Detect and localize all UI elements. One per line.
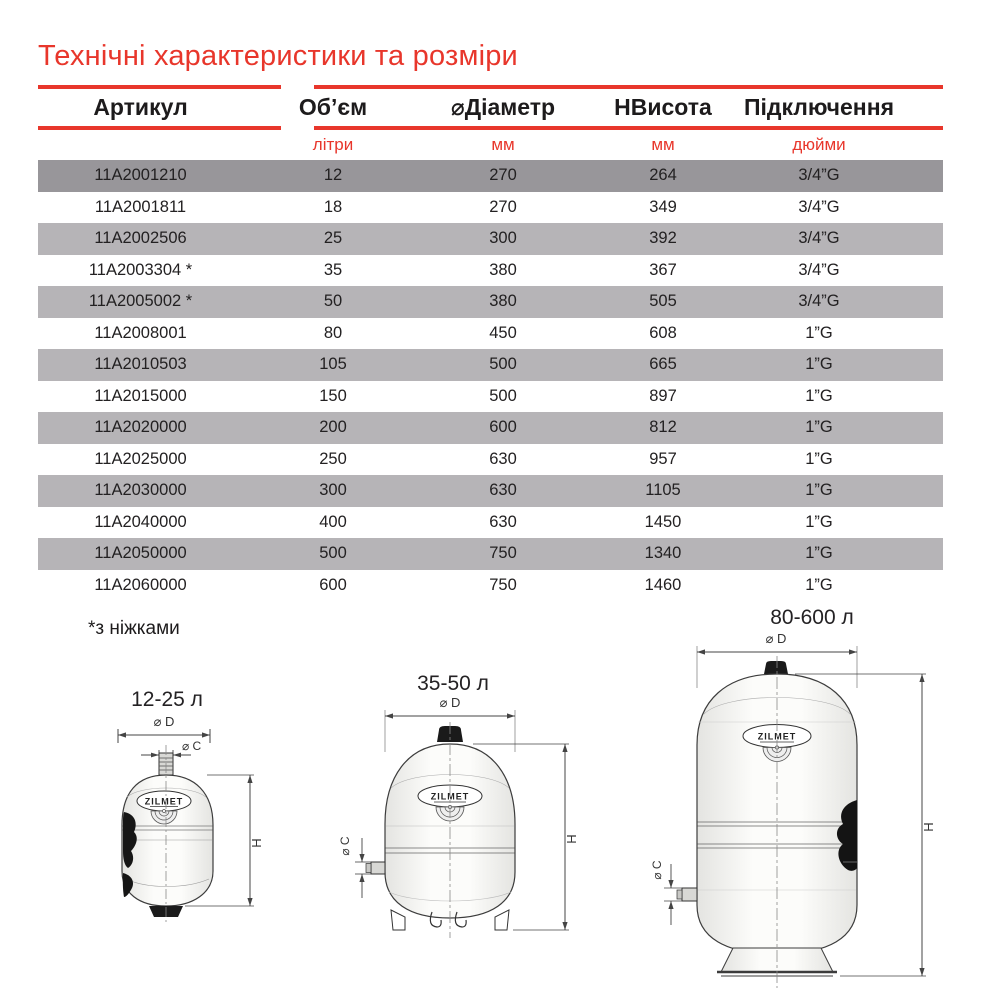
- cell-diameter: 630: [489, 449, 517, 468]
- cell-article: 11A2020000: [94, 418, 187, 437]
- cell-connection: 1”G: [805, 386, 833, 405]
- cell-diameter: 630: [489, 512, 517, 531]
- cell-volume: 35: [323, 260, 343, 279]
- cell-article: 11A2015000: [94, 386, 187, 405]
- cell-article: 11A2040000: [94, 512, 187, 531]
- side-fitting: [366, 862, 385, 874]
- tank-diagram-small: [85, 713, 270, 948]
- unit-label-mm-diameter: мм: [491, 135, 515, 154]
- cell-diameter: 380: [489, 260, 517, 279]
- cell-article: 11A2003304 *: [88, 260, 193, 279]
- cell-connection: 3/4”G: [798, 260, 840, 279]
- cell-volume: 150: [319, 386, 347, 405]
- table-row: [38, 349, 943, 381]
- table-body: [38, 160, 943, 601]
- cell-connection: 1”G: [805, 512, 833, 531]
- cell-volume: 25: [323, 229, 343, 248]
- cell-height: 665: [649, 355, 677, 374]
- header-rule-bottom-right: [314, 126, 943, 130]
- table-row: [38, 412, 943, 444]
- cell-article: 11A2008001: [94, 323, 187, 342]
- cell-article: 11A2050000: [94, 544, 187, 563]
- column-header-height: НВисота: [614, 93, 712, 120]
- cell-connection: 1”G: [805, 449, 833, 468]
- cell-article: 11A2010503: [94, 355, 187, 374]
- column-header-volume: Об’єм: [298, 93, 368, 120]
- cell-volume: 18: [323, 197, 343, 216]
- cell-volume: 250: [319, 449, 347, 468]
- svg-text:ZILMET: ZILMET: [144, 796, 184, 807]
- cell-connection: 1”G: [805, 544, 833, 563]
- svg-text:⌀ C: ⌀ C: [650, 860, 664, 880]
- cell-volume: 50: [323, 292, 343, 311]
- cell-height: 264: [649, 166, 677, 185]
- svg-text:H: H: [564, 834, 579, 844]
- svg-text:ZILMET: ZILMET: [430, 791, 470, 802]
- cell-diameter: 750: [489, 575, 517, 594]
- cell-height: 1460: [644, 575, 682, 594]
- cell-height: 1450: [644, 512, 682, 531]
- cell-volume: 400: [319, 512, 347, 531]
- cell-diameter: 630: [489, 481, 517, 500]
- table-row: [38, 507, 943, 539]
- page-title: Технічні характеристики та розміри: [38, 40, 518, 72]
- cell-height: 392: [649, 229, 677, 248]
- svg-text:ZILMET: ZILMET: [757, 731, 797, 742]
- cell-height: 608: [649, 323, 677, 342]
- table-row: [38, 444, 943, 476]
- table-row: [38, 223, 943, 255]
- cell-diameter: 600: [489, 418, 517, 437]
- side-fitting: [677, 888, 697, 901]
- column-header-diameter: ⌀Діаметр: [450, 93, 556, 120]
- cell-diameter: 500: [489, 386, 517, 405]
- cell-volume: 80: [323, 323, 343, 342]
- svg-text:⌀ C: ⌀ C: [182, 739, 202, 753]
- unit-label-inches: дюйми: [792, 135, 846, 154]
- cell-height: 505: [649, 292, 677, 311]
- table-row: [38, 318, 943, 350]
- cell-diameter: 380: [489, 292, 517, 311]
- cell-volume: 12: [323, 166, 343, 185]
- cell-article: 11A2001210: [94, 166, 187, 185]
- column-header-connection: Підключення: [743, 93, 895, 120]
- cell-connection: 1”G: [805, 323, 833, 342]
- cell-article: 11A2030000: [94, 481, 187, 500]
- cell-height: 812: [649, 418, 677, 437]
- cell-article: 11A2060000: [94, 575, 187, 594]
- cell-connection: 1”G: [805, 355, 833, 374]
- table-row: [38, 192, 943, 224]
- cell-diameter: 300: [489, 229, 517, 248]
- cell-article: 11A2025000: [94, 449, 187, 468]
- units-row: [38, 132, 943, 158]
- column-header-article: Артикул: [93, 93, 188, 120]
- cell-connection: 1”G: [805, 575, 833, 594]
- table-row: [38, 160, 943, 192]
- top-valve-cap: [764, 661, 788, 674]
- cell-connection: 3/4”G: [798, 292, 840, 311]
- svg-text:⌀ D: ⌀ D: [439, 696, 461, 710]
- cell-connection: 3/4”G: [798, 229, 840, 248]
- diagram-label-large: 80-600 л: [770, 606, 854, 629]
- cell-volume: 200: [319, 418, 347, 437]
- table-row: [38, 286, 943, 318]
- tank-diagram-large: [630, 630, 960, 995]
- svg-text:⌀ D: ⌀ D: [153, 714, 175, 729]
- table-row: [38, 255, 943, 287]
- table-row: [38, 381, 943, 413]
- unit-label-liters: літри: [312, 135, 354, 154]
- diagram-label-medium: 35-50 л: [417, 672, 489, 695]
- table-row: [38, 570, 943, 602]
- cell-diameter: 270: [489, 166, 517, 185]
- cell-volume: 600: [319, 575, 347, 594]
- svg-text:H: H: [921, 822, 936, 832]
- cell-diameter: 270: [489, 197, 517, 216]
- cell-height: 897: [649, 386, 677, 405]
- table-row: [38, 475, 943, 507]
- svg-text:⌀ D: ⌀ D: [765, 631, 787, 646]
- cell-diameter: 450: [489, 323, 517, 342]
- header-rule-bottom-left: [38, 126, 281, 130]
- cell-volume: 105: [319, 355, 347, 374]
- table-header-row: [38, 89, 943, 125]
- cell-volume: 300: [319, 481, 347, 500]
- cell-height: 349: [649, 197, 677, 216]
- svg-text:H: H: [249, 838, 264, 848]
- cell-height: 367: [649, 260, 677, 279]
- tank-diagram-medium: [335, 696, 590, 956]
- cell-volume: 500: [319, 544, 347, 563]
- unit-label-mm-height: мм: [651, 135, 675, 154]
- cell-diameter: 750: [489, 544, 517, 563]
- cell-height: 1105: [645, 481, 681, 500]
- table-row: [38, 538, 943, 570]
- footnote: *з ніжками: [88, 618, 180, 639]
- cell-connection: 3/4”G: [798, 166, 840, 185]
- cell-article: 11A2002506: [94, 229, 187, 248]
- cell-article: 11A2001811: [94, 197, 187, 216]
- cell-height: 1340: [644, 544, 682, 563]
- cell-diameter: 500: [489, 355, 517, 374]
- diagram-label-small: 12-25 л: [131, 688, 203, 711]
- svg-text:⌀ C: ⌀ C: [338, 836, 352, 856]
- cell-article: 11A2005002 *: [88, 292, 193, 311]
- cell-height: 957: [649, 449, 677, 468]
- cell-connection: 3/4”G: [798, 197, 840, 216]
- cell-connection: 1”G: [805, 418, 833, 437]
- cell-connection: 1”G: [805, 481, 833, 500]
